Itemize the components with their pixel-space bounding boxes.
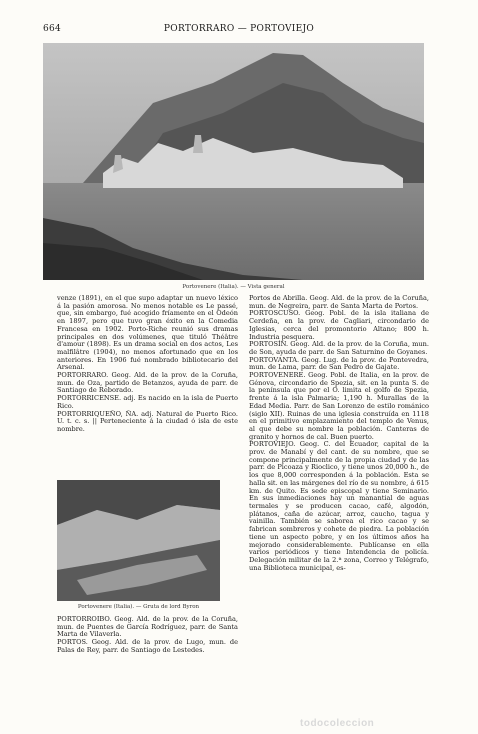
entry-portos: PORTOS. Geog. Ald. de la prov. de Lugo, mun. de Palas de Rey, parr. de Santiago de Lestedes.: [57, 638, 238, 654]
entry-portorroibo: PORTORROIBO. Geog. Ald. de la prov. de la Coruña, mun. de Puentes de García Rodríguez, parr. de Santa Marta de Vilaverla.: [57, 615, 238, 639]
entry-portorraro: PORTORRARO. Geog. Ald. de la prov. de la Coruña, mun. de Oza, partido de Betanzos, ayuda de parr. de Santiago de Reborado.: [57, 371, 238, 395]
entry-portorricense: PORTORRICENSE. adj. Es nacido en la isla de Puerto Rico.: [57, 394, 238, 410]
main-photo: [43, 43, 424, 280]
entry-portosin: PORTOSÍN. Geog. Ald. de la prov. de la Coruña, mun. de Son, ayuda de parr. de San Saturnino de Goyanes.: [249, 340, 429, 356]
entry-portoviejo: PORTOVIEJO. Geog. C. del Ecuador, capital de la prov. de Manabí y del cant. de su nombre, que se compone principalmente de la propia ciudad y de las parr. de Picoaza y Rioclico, y tiene unos 20,000 h., de los que 8,000 corresponden á la población. Esta se halla sit. en las márgenes del río de su nombre, á 615 km. de Quito. Es sede episcopal y tiene Seminario. En sus inmediaciones hay un manantial de aguas termales y se producen cacao, café, algodón, plátanos, caña de azúcar, arroz, caucho, tagua y vainilla. También se saborea el rico cacao y se fabrican sombreros y cohete de piedra. La población tiene un aspecto pobre, y en los últimos años ha mejorado considerablemente. Publícanse en ella varios periódicos y tiene Intendencia de policía. Delegación militar de la 2.ª zona, Correo y Telégrafo, una Biblioteca municipal, es-: [249, 440, 429, 572]
entry-portovanta: PORTOVANTA. Geog. Lug. de la prov. de Pontevedra, mun. de Lama, parr. de San Pedro de Gajate.: [249, 355, 429, 372]
entry-portoscuso: PORTOSCUSO. Geog. Pobl. de la isla italiana de Cerdeña, en la prov. de Cagliari, circondario de Iglesias, cerca del promontorio Altano; 800 h. Industria pesquera.: [249, 309, 429, 341]
right-column: [249, 295, 429, 572]
entry-portorriqueno: PORTORRIQUEÑO, ÑA. adj. Natural de Puerto Rico. U. t. c. s. || Perteneciente á la ciudad ó isla de este nombre.: [57, 409, 238, 433]
cave-illustration: [57, 480, 220, 601]
running-title: PORTORRARO — PORTOVIEJO: [163, 24, 315, 34]
landscape-illustration: [43, 43, 424, 280]
page-number: 664: [43, 24, 62, 34]
watermark: todocoleccion: [300, 718, 375, 729]
main-photo-caption: Portovenere (Italia). — Vista general: [182, 284, 285, 290]
page-header: [43, 24, 435, 38]
cave-photo-caption: Portovenere (Italia). — Gruta de lord Byron: [77, 604, 200, 610]
entry-text: venze (1891), en el que supo adaptar un nuevo léxico á la pasión amorosa. No menos notable es Le passé, que, sin embargo, fué acogido fríamente en el Odeón en 1897, pero que tuvo gran éxito en la Comedia Francesa en 1902. Porto-Riche reunió sus dramas principales en dos volúmenes, que tituló Théâtre d'amour (1898). Es un drama social en dos actos, Les malfilâtre (1904), no menos afortunado que en los anteriores. En 1906 fué nombrado bibliotecario del Arsenal.: [57, 294, 238, 372]
cave-photo: [57, 480, 220, 601]
entry-portos-de-abrilla: Portos de Abrilla. Geog. Ald. de la prov. de la Coruña, mun. de Negreira, parr. de Santa Marta de Portos.: [249, 294, 429, 310]
left-column-top: [57, 295, 238, 434]
entry-portovenere: PORTOVENERE. Geog. Pobl. de Italia, en la prov. de Génova, circondario de Spezia, sit. en la punta S. de la península que por el O. limita el golfo de Spezia, frente á la isla Palmaria; 1,190 h. Murallas de la Edad Media. Parr. de San Lorenzo de estilo románico (siglo XII). Ruinas de una iglesia construída en 1118 en el primitivo emplazamiento del templo de Venus, al que debe su nombre la población. Canteras de granito y hornos de cal. Buen puerto.: [249, 371, 429, 441]
left-column-bottom: [57, 616, 238, 655]
